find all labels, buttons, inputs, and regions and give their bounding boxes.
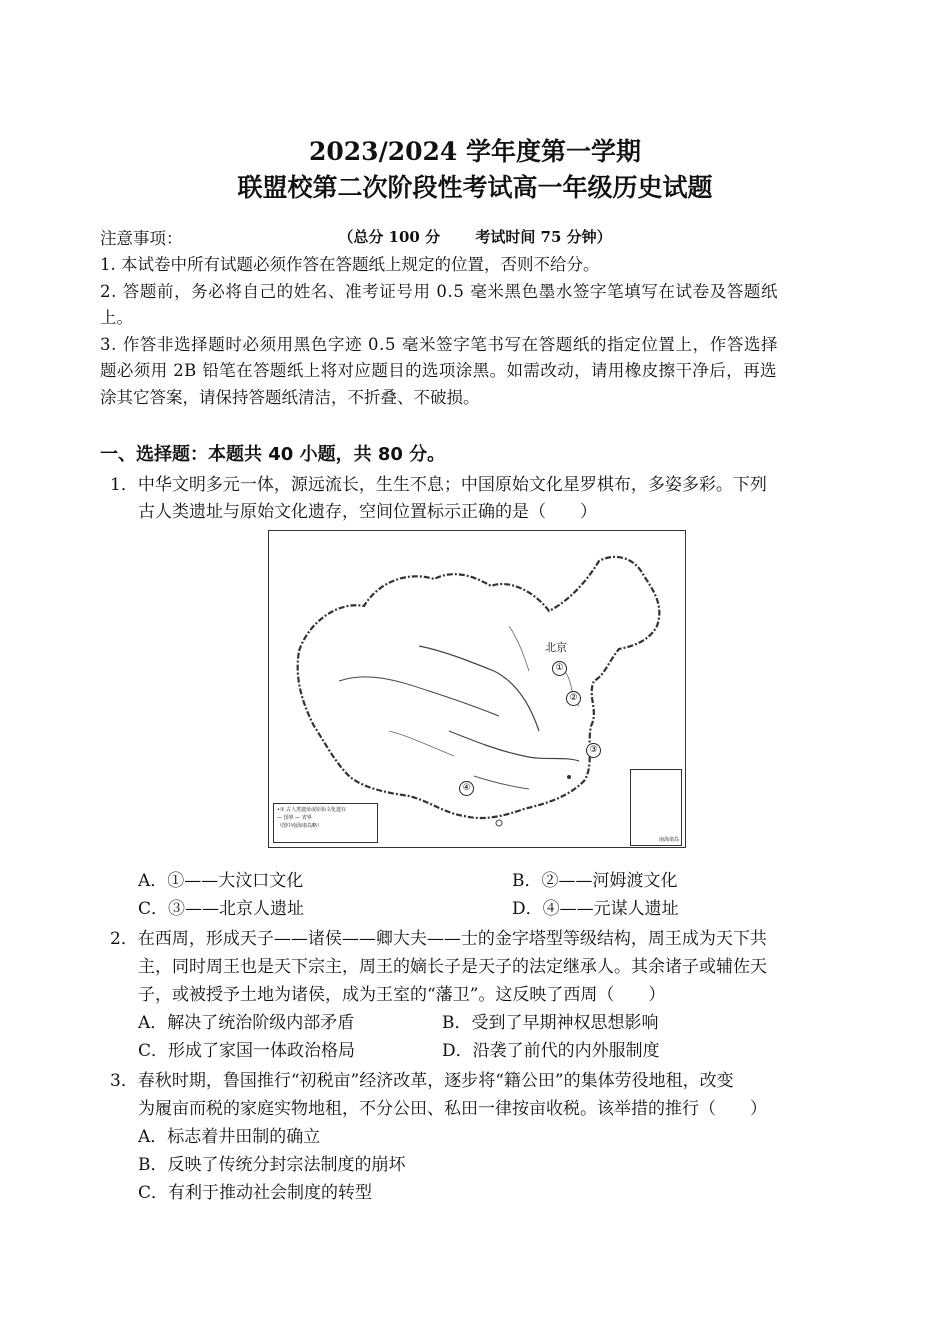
exam-duration: 考试时间 75 分钟） bbox=[475, 228, 612, 246]
legend-line: — 国界 — 省界 bbox=[277, 815, 312, 821]
question-2-option-a[interactable]: A．解决了统治阶级内部矛盾 bbox=[138, 1013, 355, 1033]
note-line: 涂其它答案，请保持答题纸清洁，不折叠、不破损。 bbox=[100, 388, 480, 407]
note-line: 2. 答题前，务必将自己的姓名、准考证号用 0.5 毫米黑色墨水签字笔填写在试卷及答题纸 bbox=[100, 282, 779, 301]
question-1-stem-line2: 古人类遗址与原始文化遗存，空间位置标示正确的是（ ） bbox=[138, 502, 597, 522]
question-2-option-d[interactable]: D．沿袭了前代的内外服制度 bbox=[442, 1041, 660, 1061]
exam-title-line2: 联盟校第二次阶段性考试高一年级历史试题 bbox=[237, 173, 713, 202]
south-china-sea-inset bbox=[630, 769, 682, 846]
note-line: 题必须用 2B 铅笔在答题纸上将对应题目的选项涂黑。如需改动，请用橡皮擦干净后，再选 bbox=[100, 361, 777, 380]
note-line: 上。 bbox=[100, 308, 133, 327]
notes-heading: 注意事项： bbox=[100, 229, 183, 248]
map-legend bbox=[273, 803, 378, 843]
inset-label: 南海诸岛 bbox=[658, 837, 679, 843]
question-2-option-b[interactable]: B．受到了早期神权思想影响 bbox=[442, 1013, 659, 1033]
map-marker-2: ② bbox=[566, 691, 581, 706]
exam-title-line1: 2023/2024 学年度第一学期 bbox=[309, 137, 641, 166]
question-3-stem-line2: 为履亩而税的家庭实物地租，不分公田、私田一律按亩收税。该举措的推行（ ） bbox=[138, 1099, 767, 1119]
note-line: 3. 作答非选择题时必须用黑色字迹 0.5 毫米签字笔书写在答题纸的指定位置上，作答选择 bbox=[100, 335, 779, 354]
legend-line: •① 古人类遗址或原始文化遗存 bbox=[277, 807, 347, 813]
question-1-option-c[interactable]: C．③——北京人遗址 bbox=[138, 899, 305, 919]
question-3-option-a[interactable]: A．标志着井田制的确立 bbox=[138, 1127, 321, 1147]
total-score: （总分 100 分 bbox=[338, 228, 441, 246]
question-2-stem-line1: 2．在西周，形成天子——诸侯——卿大夫——士的金字塔型等级结构，周王成为天下共 bbox=[110, 929, 767, 949]
question-3-option-c[interactable]: C．有利于推动社会制度的转型 bbox=[138, 1183, 373, 1203]
map-marker-4: ④ bbox=[459, 781, 474, 796]
beijing-label: 北京 bbox=[545, 641, 567, 654]
question-1-option-b[interactable]: B．②——河姆渡文化 bbox=[512, 871, 678, 891]
question-2-stem-line3: 子，或被授予土地为诸侯，成为王室的“藩卫”。这反映了西周（ ） bbox=[138, 985, 666, 1005]
legend-line: （图中南海诸岛略） bbox=[277, 823, 323, 829]
question-1-stem-line1: 1．中华文明多元一体，源远流长，生生不息；中国原始文化星罗棋布，多姿多彩。下列 bbox=[110, 475, 767, 495]
map-marker-3: ③ bbox=[586, 743, 601, 758]
question-3-option-b[interactable]: B．反映了传统分封宗法制度的崩坏 bbox=[138, 1155, 406, 1175]
china-map-figure bbox=[268, 530, 686, 848]
question-2-stem-line2: 主，同时周王也是天下宗主，周王的嫡长子是天子的法定继承人。其余诸子或辅佐天 bbox=[138, 957, 767, 977]
section-title: 一、选择题：本题共 40 小题，共 80 分。 bbox=[100, 444, 446, 465]
question-3-stem-line1: 3．春秋时期，鲁国推行“初税亩”经济改革，逐步将“籍公田”的集体劳役地租，改变 bbox=[110, 1071, 734, 1091]
question-2-option-c[interactable]: C．形成了家国一体政治格局 bbox=[138, 1041, 356, 1061]
china-map-outline bbox=[269, 531, 686, 848]
question-1-option-a[interactable]: A．①——大汶口文化 bbox=[138, 871, 304, 891]
question-1-option-d[interactable]: D．④——元谋人遗址 bbox=[512, 899, 679, 919]
note-line: 1. 本试卷中所有试题必须作答在答题纸上规定的位置，否则不给分。 bbox=[100, 255, 600, 274]
map-marker-1: ① bbox=[552, 661, 567, 676]
